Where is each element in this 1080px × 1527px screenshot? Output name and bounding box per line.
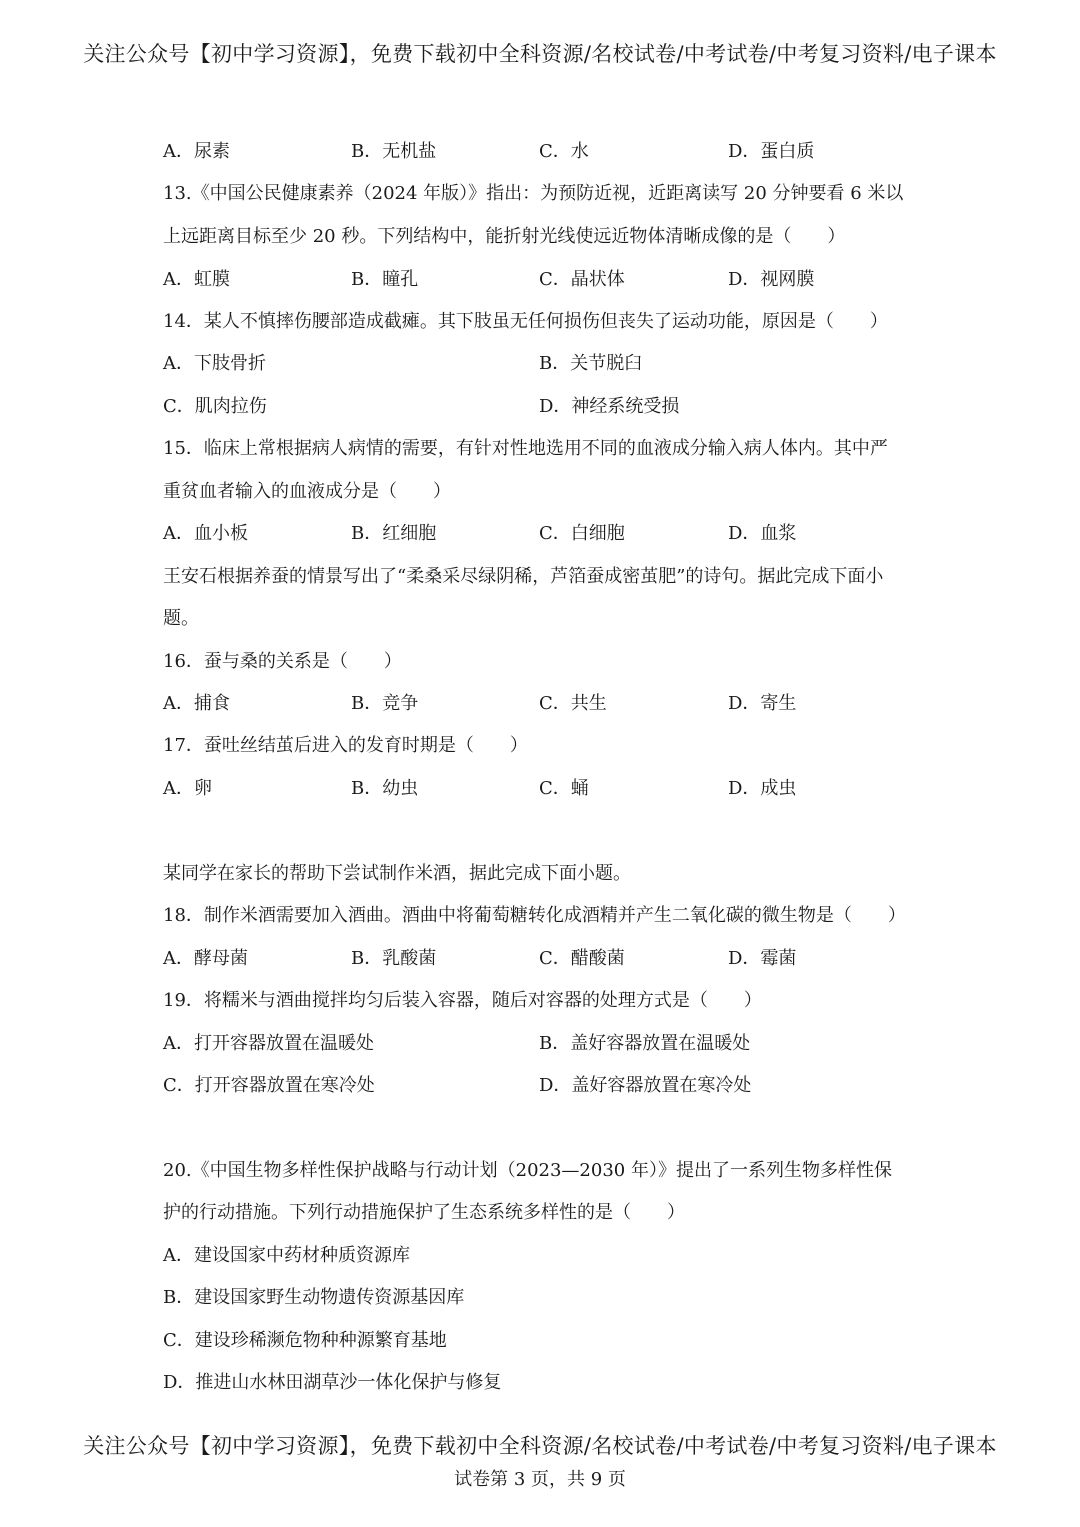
option-b: B．红细胞 [351, 523, 437, 544]
passage-text: 题。 [163, 608, 199, 629]
option-c: C．蛹 [539, 778, 589, 799]
question-text: 15．临床上常根据病人病情的需要，有针对性地选用不同的血液成分输入病人体内。其中严 [163, 438, 888, 459]
prev-option-a: A．尿素 [163, 141, 230, 162]
question-text: 17．蚕吐丝结茧后进入的发育时期是（ ） [163, 735, 528, 756]
option-d: D．推进山水林田湖草沙一体化保护与修复 [163, 1372, 502, 1393]
option-b: B．竞争 [351, 693, 419, 714]
option-b: B．瞳孔 [351, 269, 419, 290]
option-b: B．乳酸菌 [351, 948, 437, 969]
option-d: D．神经系统受损 [539, 396, 680, 417]
prev-option-c: C．水 [539, 141, 589, 162]
option-a: A．捕食 [163, 693, 230, 714]
option-c: C．白细胞 [539, 523, 625, 544]
question-text: 16．蚕与桑的关系是（ ） [163, 651, 402, 672]
option-d: D．血浆 [728, 523, 797, 544]
question-text: 20.《中国生物多样性保护战略与行动计划（2023—2030 年）》提出了一系列生物多样性保 [163, 1160, 892, 1181]
option-a: A．血小板 [163, 523, 248, 544]
option-a: A．酵母菌 [163, 948, 248, 969]
question-text: 18．制作米酒需要加入酒曲。酒曲中将葡萄糖转化成酒精并产生二氧化碳的微生物是（ ） [163, 905, 906, 926]
option-c: C．共生 [539, 693, 607, 714]
option-a: A．虹膜 [163, 269, 230, 290]
question-text: 14．某人不慎摔伤腰部造成截瘫。其下肢虽无任何损伤但丧失了运动功能，原因是（ ） [163, 311, 888, 332]
option-c: C．肌肉拉伤 [163, 396, 267, 417]
passage-text: 王安石根据养蚕的情景写出了“柔桑采尽绿阴稀，芦箔蚕成密茧肥”的诗句。据此完成下面小 [163, 566, 884, 587]
passage-text: 某同学在家长的帮助下尝试制作米酒，据此完成下面小题。 [163, 863, 631, 884]
option-d: D．成虫 [728, 778, 797, 799]
prev-option-d: D．蛋白质 [728, 141, 815, 162]
option-a: A．打开容器放置在温暖处 [163, 1033, 374, 1054]
option-d: D．视网膜 [728, 269, 815, 290]
question-text: 护的行动措施。下列行动措施保护了生态系统多样性的是（ ） [163, 1202, 685, 1223]
option-c: C．打开容器放置在寒冷处 [163, 1075, 375, 1096]
prev-option-b: B．无机盐 [351, 141, 437, 162]
option-a: A．卵 [163, 778, 212, 799]
footer-banner: 关注公众号【初中学习资源】，免费下载初中全科资源/名校试卷/中考试卷/中考复习资料/电子课本 [83, 1434, 997, 1458]
option-b: B．盖好容器放置在温暖处 [539, 1033, 751, 1054]
option-d: D．霉菌 [728, 948, 797, 969]
option-b: B．幼虫 [351, 778, 419, 799]
question-text: 上远距离目标至少 20 秒。下列结构中，能折射光线使远近物体清晰成像的是（ ） [163, 226, 846, 247]
option-c: C．晶状体 [539, 269, 625, 290]
option-b: B．关节脱臼 [539, 353, 643, 374]
page-number: 试卷第 3 页，共 9 页 [454, 1469, 626, 1490]
option-a: A．建设国家中药材种质资源库 [163, 1245, 410, 1266]
question-text: 13.《中国公民健康素养（2024 年版）》指出：为预防近视，近距离读写 20 分钟要看 6 米以 [163, 183, 904, 204]
option-d: D．寄生 [728, 693, 797, 714]
option-b: B．建设国家野生动物遗传资源基因库 [163, 1287, 465, 1308]
option-d: D．盖好容器放置在寒冷处 [539, 1075, 752, 1096]
header-banner: 关注公众号【初中学习资源】，免费下载初中全科资源/名校试卷/中考试卷/中考复习资料/电子课本 [83, 42, 997, 66]
question-text: 19．将糯米与酒曲搅拌均匀后装入容器，随后对容器的处理方式是（ ） [163, 990, 762, 1011]
option-c: C．醋酸菌 [539, 948, 625, 969]
option-a: A．下肢骨折 [163, 353, 266, 374]
question-text: 重贫血者输入的血液成分是（ ） [163, 481, 451, 502]
option-c: C．建设珍稀濒危物种种源繁育基地 [163, 1330, 447, 1351]
